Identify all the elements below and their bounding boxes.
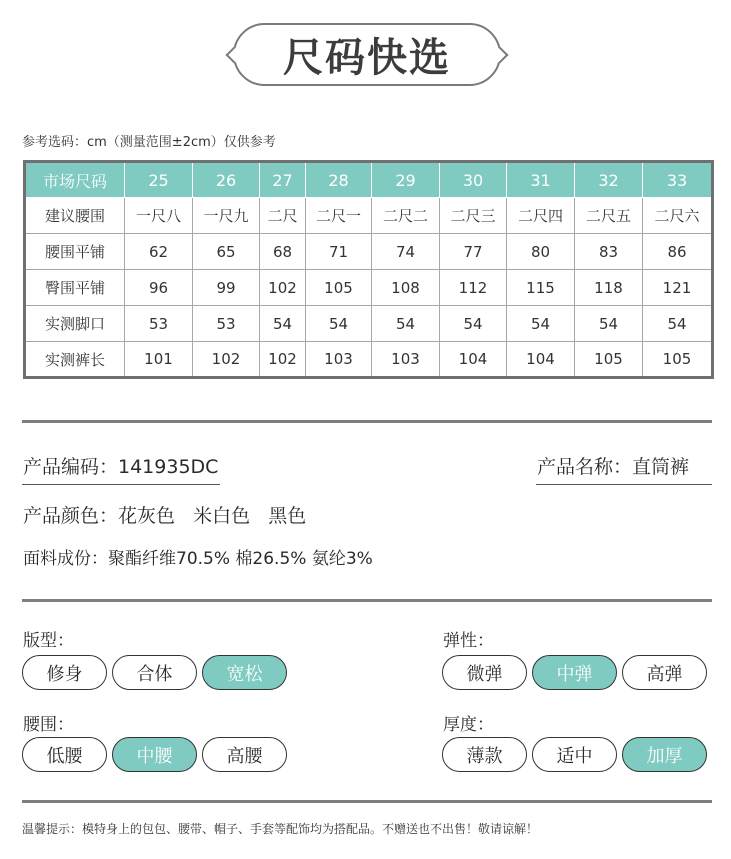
table-cell: 80 [507,234,575,270]
fit-label: 版型： [23,631,74,651]
title-banner [233,23,501,86]
table-cell: 54 [260,306,306,342]
header-cell-size: 28 [306,162,372,198]
table-header-row [25,162,713,198]
row-label-cell: 实测裤长 [25,342,125,378]
table-cell: 68 [260,234,306,270]
footer-note: 温馨提示：模特身上的包包、腰带、帽子、手套等配饰均为搭配品。不赠送也不出售！敬请谅解！ [22,822,539,836]
row-label-cell: 腰围平铺 [25,234,125,270]
header-cell-size: 29 [372,162,440,198]
table-cell: 二尺 [260,198,306,234]
product-name: 产品名称：直筒裤 [537,456,690,478]
product-fabric: 面料成份：聚酯纤维70.5% 棉26.5% 氨纶3% [23,549,373,569]
table-cell: 71 [306,234,372,270]
table-row [25,198,713,234]
table-cell: 112 [440,270,507,306]
table-cell: 54 [372,306,440,342]
product-code-underline [22,484,220,485]
thickness-label: 厚度： [443,715,494,735]
table-cell: 54 [643,306,713,342]
thickness-option[interactable]: 加厚 [622,737,707,772]
elasticity-option[interactable]: 中弹 [532,655,617,690]
waist-option[interactable]: 高腰 [202,737,287,772]
table-cell: 96 [125,270,193,306]
table-cell: 86 [643,234,713,270]
product-color: 产品颜色：花灰色 米白色 黑色 [23,505,307,527]
header-cell-size: 26 [193,162,260,198]
table-cell: 105 [306,270,372,306]
table-cell: 102 [260,270,306,306]
header-cell-size: 31 [507,162,575,198]
table-cell: 54 [575,306,643,342]
row-label-cell: 建议腰围 [25,198,125,234]
header-cell-label: 市场尺码 [25,162,125,198]
table-cell: 103 [306,342,372,378]
table-cell: 二尺六 [643,198,713,234]
thickness-option[interactable]: 适中 [532,737,617,772]
header-cell-size: 30 [440,162,507,198]
waist-option[interactable]: 低腰 [22,737,107,772]
fit-option[interactable]: 宽松 [202,655,287,690]
table-cell: 二尺三 [440,198,507,234]
table-cell: 65 [193,234,260,270]
table-cell: 54 [306,306,372,342]
table-row [25,342,713,378]
table-row [25,234,713,270]
thickness-option[interactable]: 薄款 [442,737,527,772]
fit-option[interactable]: 合体 [112,655,197,690]
page-title: 尺码快选 [283,35,451,81]
table-cell: 105 [575,342,643,378]
elasticity-option[interactable]: 高弹 [622,655,707,690]
row-label-cell: 臀围平铺 [25,270,125,306]
header-cell-size: 27 [260,162,306,198]
product-code: 产品编码：141935DC [23,456,219,478]
table-row [25,306,713,342]
table-cell: 53 [125,306,193,342]
table-cell: 54 [440,306,507,342]
table-cell: 二尺五 [575,198,643,234]
divider-2 [22,599,712,602]
header-cell-size: 33 [643,162,713,198]
row-label-cell: 实测脚口 [25,306,125,342]
fit-option[interactable]: 修身 [22,655,107,690]
waist-label: 腰围： [23,715,74,735]
table-cell: 103 [372,342,440,378]
table-cell: 99 [193,270,260,306]
elasticity-option[interactable]: 微弹 [442,655,527,690]
table-row [25,270,713,306]
reference-note: 参考选码：cm（测量范围±2cm）仅供参考 [22,135,276,150]
table-cell: 102 [193,342,260,378]
table-cell: 118 [575,270,643,306]
table-cell: 53 [193,306,260,342]
table-cell: 102 [260,342,306,378]
size-chart-table [23,160,714,379]
table-cell: 二尺二 [372,198,440,234]
table-cell: 一尺八 [125,198,193,234]
table-cell: 121 [643,270,713,306]
table-cell: 108 [372,270,440,306]
product-name-underline [536,484,712,485]
table-cell: 77 [440,234,507,270]
table-cell: 104 [507,342,575,378]
divider-3 [22,800,712,803]
table-cell: 二尺一 [306,198,372,234]
table-cell: 二尺四 [507,198,575,234]
waist-option[interactable]: 中腰 [112,737,197,772]
table-cell: 105 [643,342,713,378]
table-cell: 54 [507,306,575,342]
table-cell: 一尺九 [193,198,260,234]
table-cell: 62 [125,234,193,270]
elasticity-label: 弹性： [443,631,494,651]
table-cell: 104 [440,342,507,378]
table-cell: 115 [507,270,575,306]
table-cell: 101 [125,342,193,378]
header-cell-size: 32 [575,162,643,198]
table-cell: 74 [372,234,440,270]
table-cell: 83 [575,234,643,270]
header-cell-size: 25 [125,162,193,198]
divider-1 [22,420,712,423]
